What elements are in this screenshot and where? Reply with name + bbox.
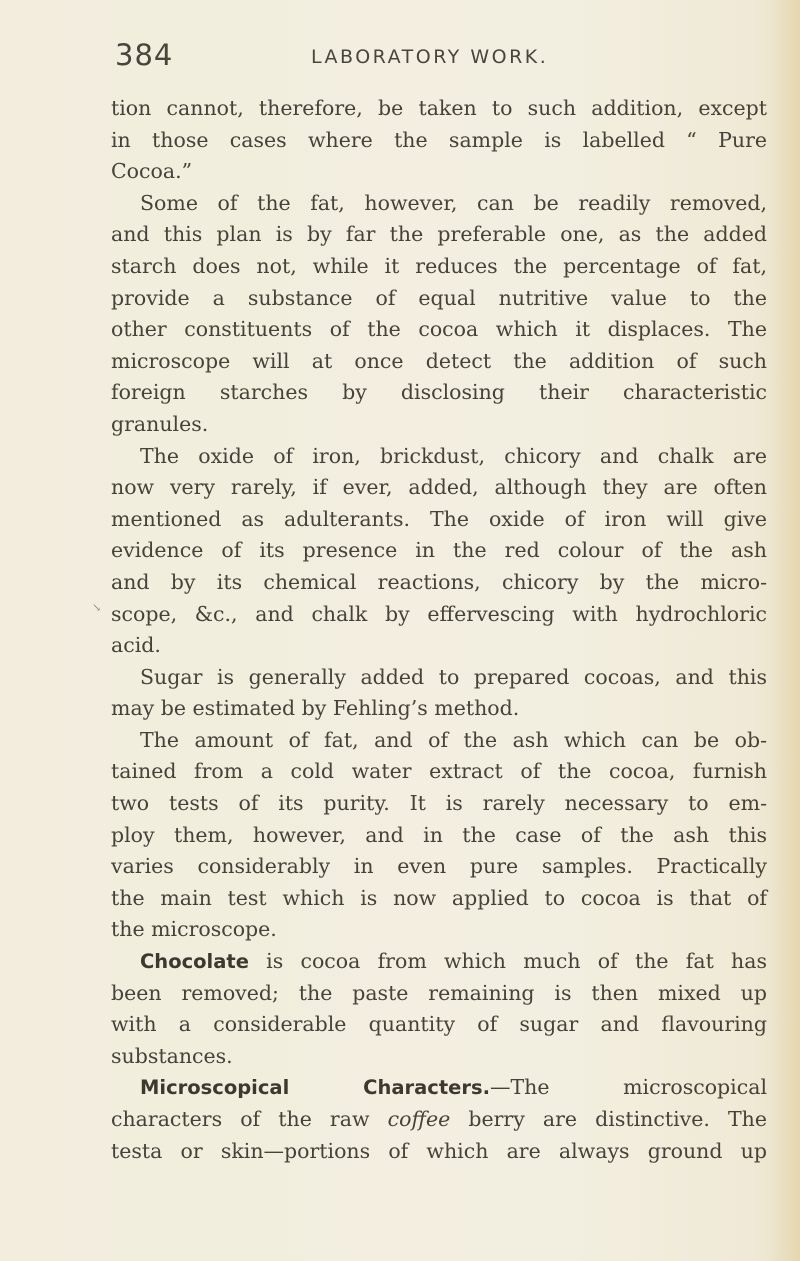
text-line: tained from a cold water extract of the cocoa, furnish xyxy=(111,759,767,784)
paragraph-start xyxy=(111,1072,767,1104)
text-line: granules. xyxy=(111,411,209,436)
text-line: and by its chemical reactions, chicory by the micro- xyxy=(111,569,767,594)
text-line: tion cannot, therefore, be taken to such addition, except xyxy=(111,96,767,120)
text-line: testa or skin—portions of which are always ground up xyxy=(111,1138,767,1163)
paragraph-start: The oxide of iron, brickdust, chicory and chalk are xyxy=(140,443,767,468)
page-edge-shading xyxy=(772,0,800,1261)
section-heading-microscopical-characters: Microscopical Characters. xyxy=(140,1076,490,1100)
text-line: the microscope. xyxy=(111,917,277,942)
text-line: provide a substance of equal nutritive value to the xyxy=(111,285,767,310)
text-line: substances. xyxy=(111,1043,233,1068)
text-segment: characters of the raw xyxy=(111,1107,388,1131)
body-text xyxy=(111,93,767,1167)
paragraph-start xyxy=(111,946,767,978)
text-line: the main test which is now applied to cocoa is that of xyxy=(111,885,767,910)
text-line: other constituents of the cocoa which it displaces. The xyxy=(111,317,767,342)
text-line: microscope will at once detect the addition of such xyxy=(111,348,767,373)
text-line: scope, &c., and chalk by effervescing with hydrochloric xyxy=(111,601,767,626)
text-line: mentioned as adulterants. The oxide of iron will give xyxy=(111,506,767,531)
paragraph-start: Some of the fat, however, can be readily removed, xyxy=(140,190,767,215)
text-line: now very rarely, if ever, added, although they are often xyxy=(111,475,767,500)
text-line: Cocoa.” xyxy=(111,159,193,184)
text-line: in those cases where the sample is labelled “ Pure xyxy=(111,127,767,152)
text-line: foreign starches by disclosing their characteristic xyxy=(111,380,767,405)
running-head xyxy=(115,36,715,76)
section-heading-chocolate: Chocolate xyxy=(140,950,249,974)
text-line: ploy them, however, and in the case of the ash this xyxy=(111,822,767,847)
page-number: 384 xyxy=(115,38,174,72)
text-line: and this plan is by far the preferable one, as the added xyxy=(111,222,767,247)
text-line: may be estimated by Fehling’s method. xyxy=(111,696,520,721)
text-line: with a considerable quantity of sugar and flavouring xyxy=(111,1012,767,1037)
paragraph-start: The amount of fat, and of the ash which can be ob- xyxy=(140,727,767,752)
text-line: acid. xyxy=(111,633,161,658)
running-head-title: LABORATORY WORK. xyxy=(311,46,549,68)
text-line xyxy=(111,1104,767,1136)
heading-continuation: is cocoa from which much of the fat has xyxy=(248,949,767,974)
text-line: starch does not, while it reduces the percentage of fat, xyxy=(111,253,767,278)
italic-term: coffee xyxy=(387,1107,451,1131)
text-line: two tests of its purity. It is rarely necessary to em- xyxy=(111,791,767,816)
stray-print-mark: ↘ xyxy=(92,601,102,614)
text-line: been removed; the paste remaining is then mixed up xyxy=(111,980,767,1005)
paragraph-start: Sugar is generally added to prepared cocoas, and this xyxy=(140,664,767,689)
text-line: evidence of its presence in the red colour of the ash xyxy=(111,538,767,563)
text-line: varies considerably in even pure samples. Practically xyxy=(111,854,767,879)
heading-continuation: —The microscopical xyxy=(490,1075,767,1100)
text-segment: berry are distinctive. The xyxy=(450,1107,767,1131)
